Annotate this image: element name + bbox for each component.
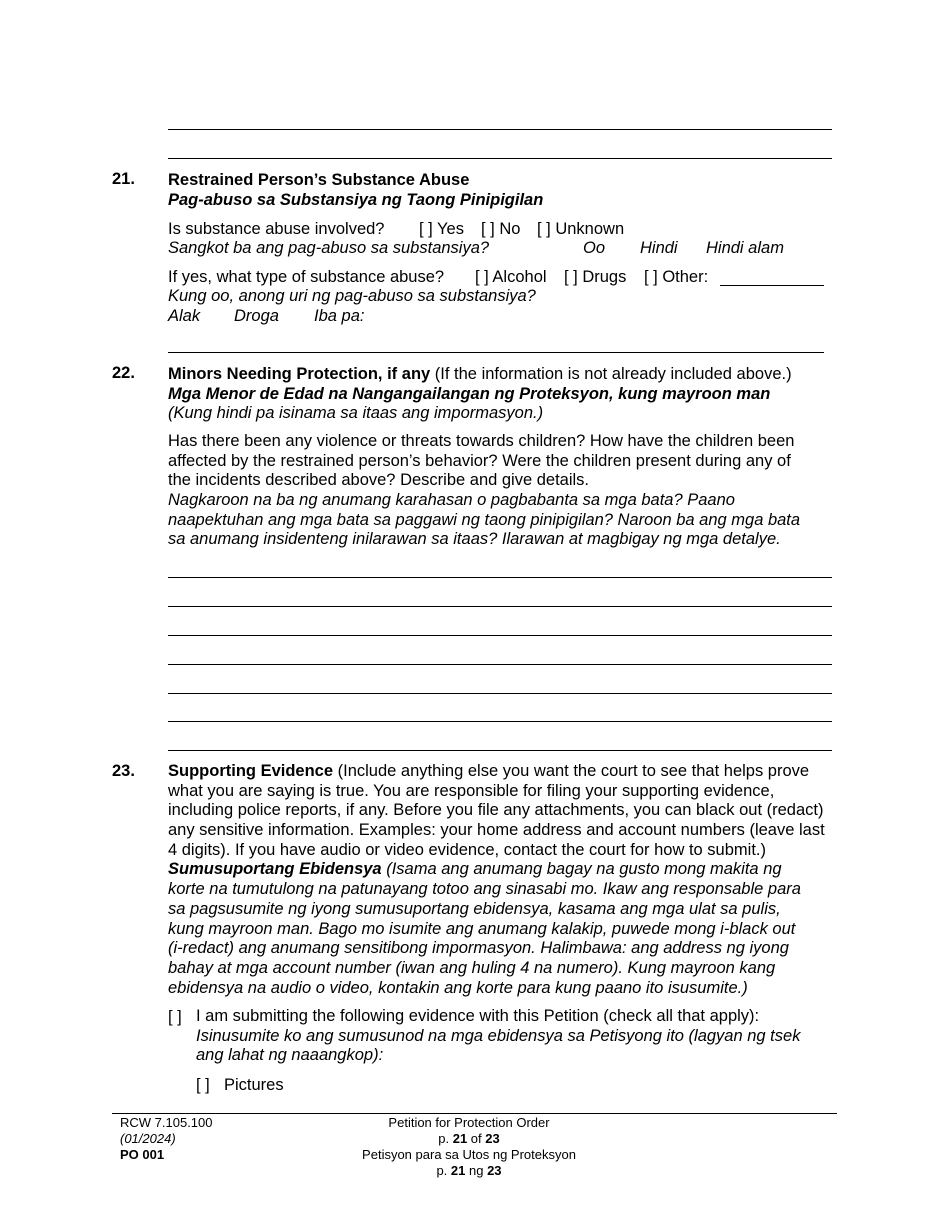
pictures-checkbox[interactable]: [ ] bbox=[196, 1076, 210, 1094]
question-substance-type: If yes, what type of substance abuse? bbox=[168, 268, 445, 286]
instruction-line-tl: Nagkaroon na ba ng anumang karahasan o pagbabanta sa mga bata? Paano bbox=[168, 491, 735, 510]
footer-title-tl: Petisyon para sa Utos ng Proteksyon bbox=[362, 1147, 576, 1162]
writing-line[interactable] bbox=[168, 606, 832, 607]
section-title-row bbox=[168, 364, 792, 384]
section-text-line-tl: bahay at mga account number (iwan ang huling 4 na numero). Kung mayroon kang bbox=[168, 958, 776, 977]
footer-page-number: 21 bbox=[450, 1163, 466, 1178]
other-input-line[interactable] bbox=[720, 285, 824, 286]
submit-evidence-checkbox[interactable]: [ ] bbox=[168, 1008, 182, 1026]
section-number: 22. bbox=[112, 364, 135, 382]
instruction-line: the incidents described above? Describe and give details. bbox=[168, 471, 590, 490]
option-unknown[interactable]: [ ] Unknown bbox=[537, 220, 625, 238]
section-title: Restrained Person’s Substance Abuse bbox=[168, 171, 470, 189]
option-yes[interactable]: [ ] Yes bbox=[419, 220, 464, 238]
other-detail-line[interactable] bbox=[168, 352, 824, 353]
section-title: Minors Needing Protection, if any bbox=[168, 365, 431, 383]
submit-evidence-label: I am submitting the following evidence with this Petition (check all that apply): bbox=[196, 1007, 760, 1025]
section-text-line: 4 digits). If you have audio or video evidence, contact the court for how to submit.) bbox=[168, 840, 766, 859]
option-no[interactable]: [ ] No bbox=[481, 220, 521, 238]
submit-evidence-text bbox=[196, 1007, 800, 1066]
section-body bbox=[168, 762, 825, 998]
instruction-line-tl: naapektuhan ang mga bata sa paggawi ng taong pinipigilan? Naroon ba ang mga bata bbox=[168, 510, 801, 529]
option-alcohol-tl: Alak bbox=[168, 307, 201, 325]
instruction-line: Has there been any violence or threats towards children? How have the children been bbox=[168, 432, 795, 450]
submit-evidence-label-tl: ang lahat ng naaangkop): bbox=[196, 1046, 384, 1065]
writing-line[interactable] bbox=[168, 750, 832, 751]
section-instructions bbox=[168, 432, 800, 550]
section-number: 23. bbox=[112, 762, 135, 780]
option-yes-tl: Oo bbox=[583, 239, 606, 257]
footer-divider bbox=[112, 1113, 837, 1114]
footer-date: (01/2024) bbox=[120, 1131, 176, 1146]
section-title-tl: Pag-abuso sa Substansiya ng Taong Pinipigilan bbox=[168, 191, 544, 209]
footer-rcw: RCW 7.105.100 bbox=[120, 1115, 213, 1130]
section-text-line-tl: ebidensya na audio o video, kontakin ang korte para kung paano ito isusumite.) bbox=[168, 978, 748, 997]
section-text-line-tl: (i-redact) ang anumang sensitibong impormasyon. Halimbawa: ang address ng iyong bbox=[168, 939, 789, 958]
section-first-line-tl bbox=[168, 860, 825, 880]
section-title-tl: Mga Menor de Edad na Nangangailangan ng Proteksyon, kung mayroon man bbox=[168, 385, 771, 403]
writing-line[interactable] bbox=[168, 577, 832, 578]
footer-page-prefix: p. bbox=[438, 1131, 453, 1146]
question-substance-involved: Is substance abuse involved? bbox=[168, 220, 385, 238]
footer-page-tl bbox=[436, 1163, 501, 1179]
writing-line[interactable] bbox=[168, 158, 832, 159]
section-text-line-tl: kung mayroon man. Bago mo isumite ang anumang kalakip, puwede mong i-black out bbox=[168, 919, 796, 938]
option-alcohol[interactable]: [ ] Alcohol bbox=[475, 268, 547, 286]
footer-title: Petition for Protection Order bbox=[388, 1115, 550, 1130]
option-other-tl: Iba pa: bbox=[314, 307, 365, 325]
section-note-tl: (Kung hindi pa isinama sa itaas ang impormasyon.) bbox=[168, 404, 544, 422]
footer-page-prefix: p. bbox=[436, 1163, 451, 1178]
option-no-tl: Hindi bbox=[640, 239, 678, 257]
section-text-line: including police reports, if any. Before you file any attachments, you can black out (redact) bbox=[168, 801, 824, 820]
question-substance-involved-tl: Sangkot ba ang pag-abuso sa substansiya? bbox=[168, 239, 490, 257]
footer-page-number: 21 bbox=[452, 1131, 468, 1146]
section-title: Supporting Evidence bbox=[168, 762, 334, 780]
section-text: (Include anything else you want the court to see that helps prove bbox=[333, 762, 810, 780]
footer-page-of-tl: ng bbox=[465, 1163, 488, 1178]
writing-line[interactable] bbox=[168, 635, 832, 636]
writing-line[interactable] bbox=[168, 693, 832, 694]
footer-page-total: 23 bbox=[487, 1163, 502, 1178]
footer-page-total: 23 bbox=[485, 1131, 500, 1146]
section-text-line-tl: sa pagsusumite ng iyong sumusuportang ebidensya, kasama ang mga ulat sa pulis, bbox=[168, 899, 781, 918]
section-title-tl: Sumusuportang Ebidensya bbox=[168, 860, 382, 879]
option-other[interactable]: [ ] Other: bbox=[644, 268, 709, 286]
footer-page-of: of bbox=[467, 1131, 486, 1146]
section-text-line: any sensitive information. Examples: your home address and account numbers (leave last bbox=[168, 821, 825, 840]
submit-evidence-label-tl: Isinusumite ko ang sumusunod na mga ebidensya sa Petisyong ito (lagyan ng tsek bbox=[196, 1026, 801, 1045]
writing-line[interactable] bbox=[168, 721, 832, 722]
writing-line[interactable] bbox=[168, 664, 832, 665]
section-text-line-tl: korte na tumutulong na patunayang totoo ang sinasabi mo. Ikaw ang responsable para bbox=[168, 880, 801, 899]
section-text-tl: (Isama ang anumang bagay na gusto mong makita ng bbox=[381, 860, 782, 879]
footer-form-number: PO 001 bbox=[120, 1147, 165, 1162]
question-substance-type-tl: Kung oo, anong uri ng pag-abuso sa substansiya? bbox=[168, 287, 536, 305]
option-unknown-tl: Hindi alam bbox=[706, 239, 784, 257]
section-number: 21. bbox=[112, 170, 135, 188]
option-drugs-tl: Droga bbox=[234, 307, 279, 325]
section-text-line: what you are saying is true. You are responsible for filing your supporting evidence, bbox=[168, 781, 775, 800]
instruction-line-tl: sa anumang insidenteng inilarawan sa itaas? Ilarawan at magbigay ng mga detalye. bbox=[168, 530, 781, 549]
section-first-line bbox=[168, 762, 825, 782]
footer-page bbox=[438, 1131, 499, 1147]
instruction-line: affected by the restrained person’s behavior? Were the children present during any of bbox=[168, 451, 791, 470]
pictures-label: Pictures bbox=[224, 1076, 284, 1094]
section-title-note: (If the information is not already included above.) bbox=[434, 365, 792, 383]
option-drugs[interactable]: [ ] Drugs bbox=[564, 268, 627, 286]
writing-line[interactable] bbox=[168, 129, 832, 130]
